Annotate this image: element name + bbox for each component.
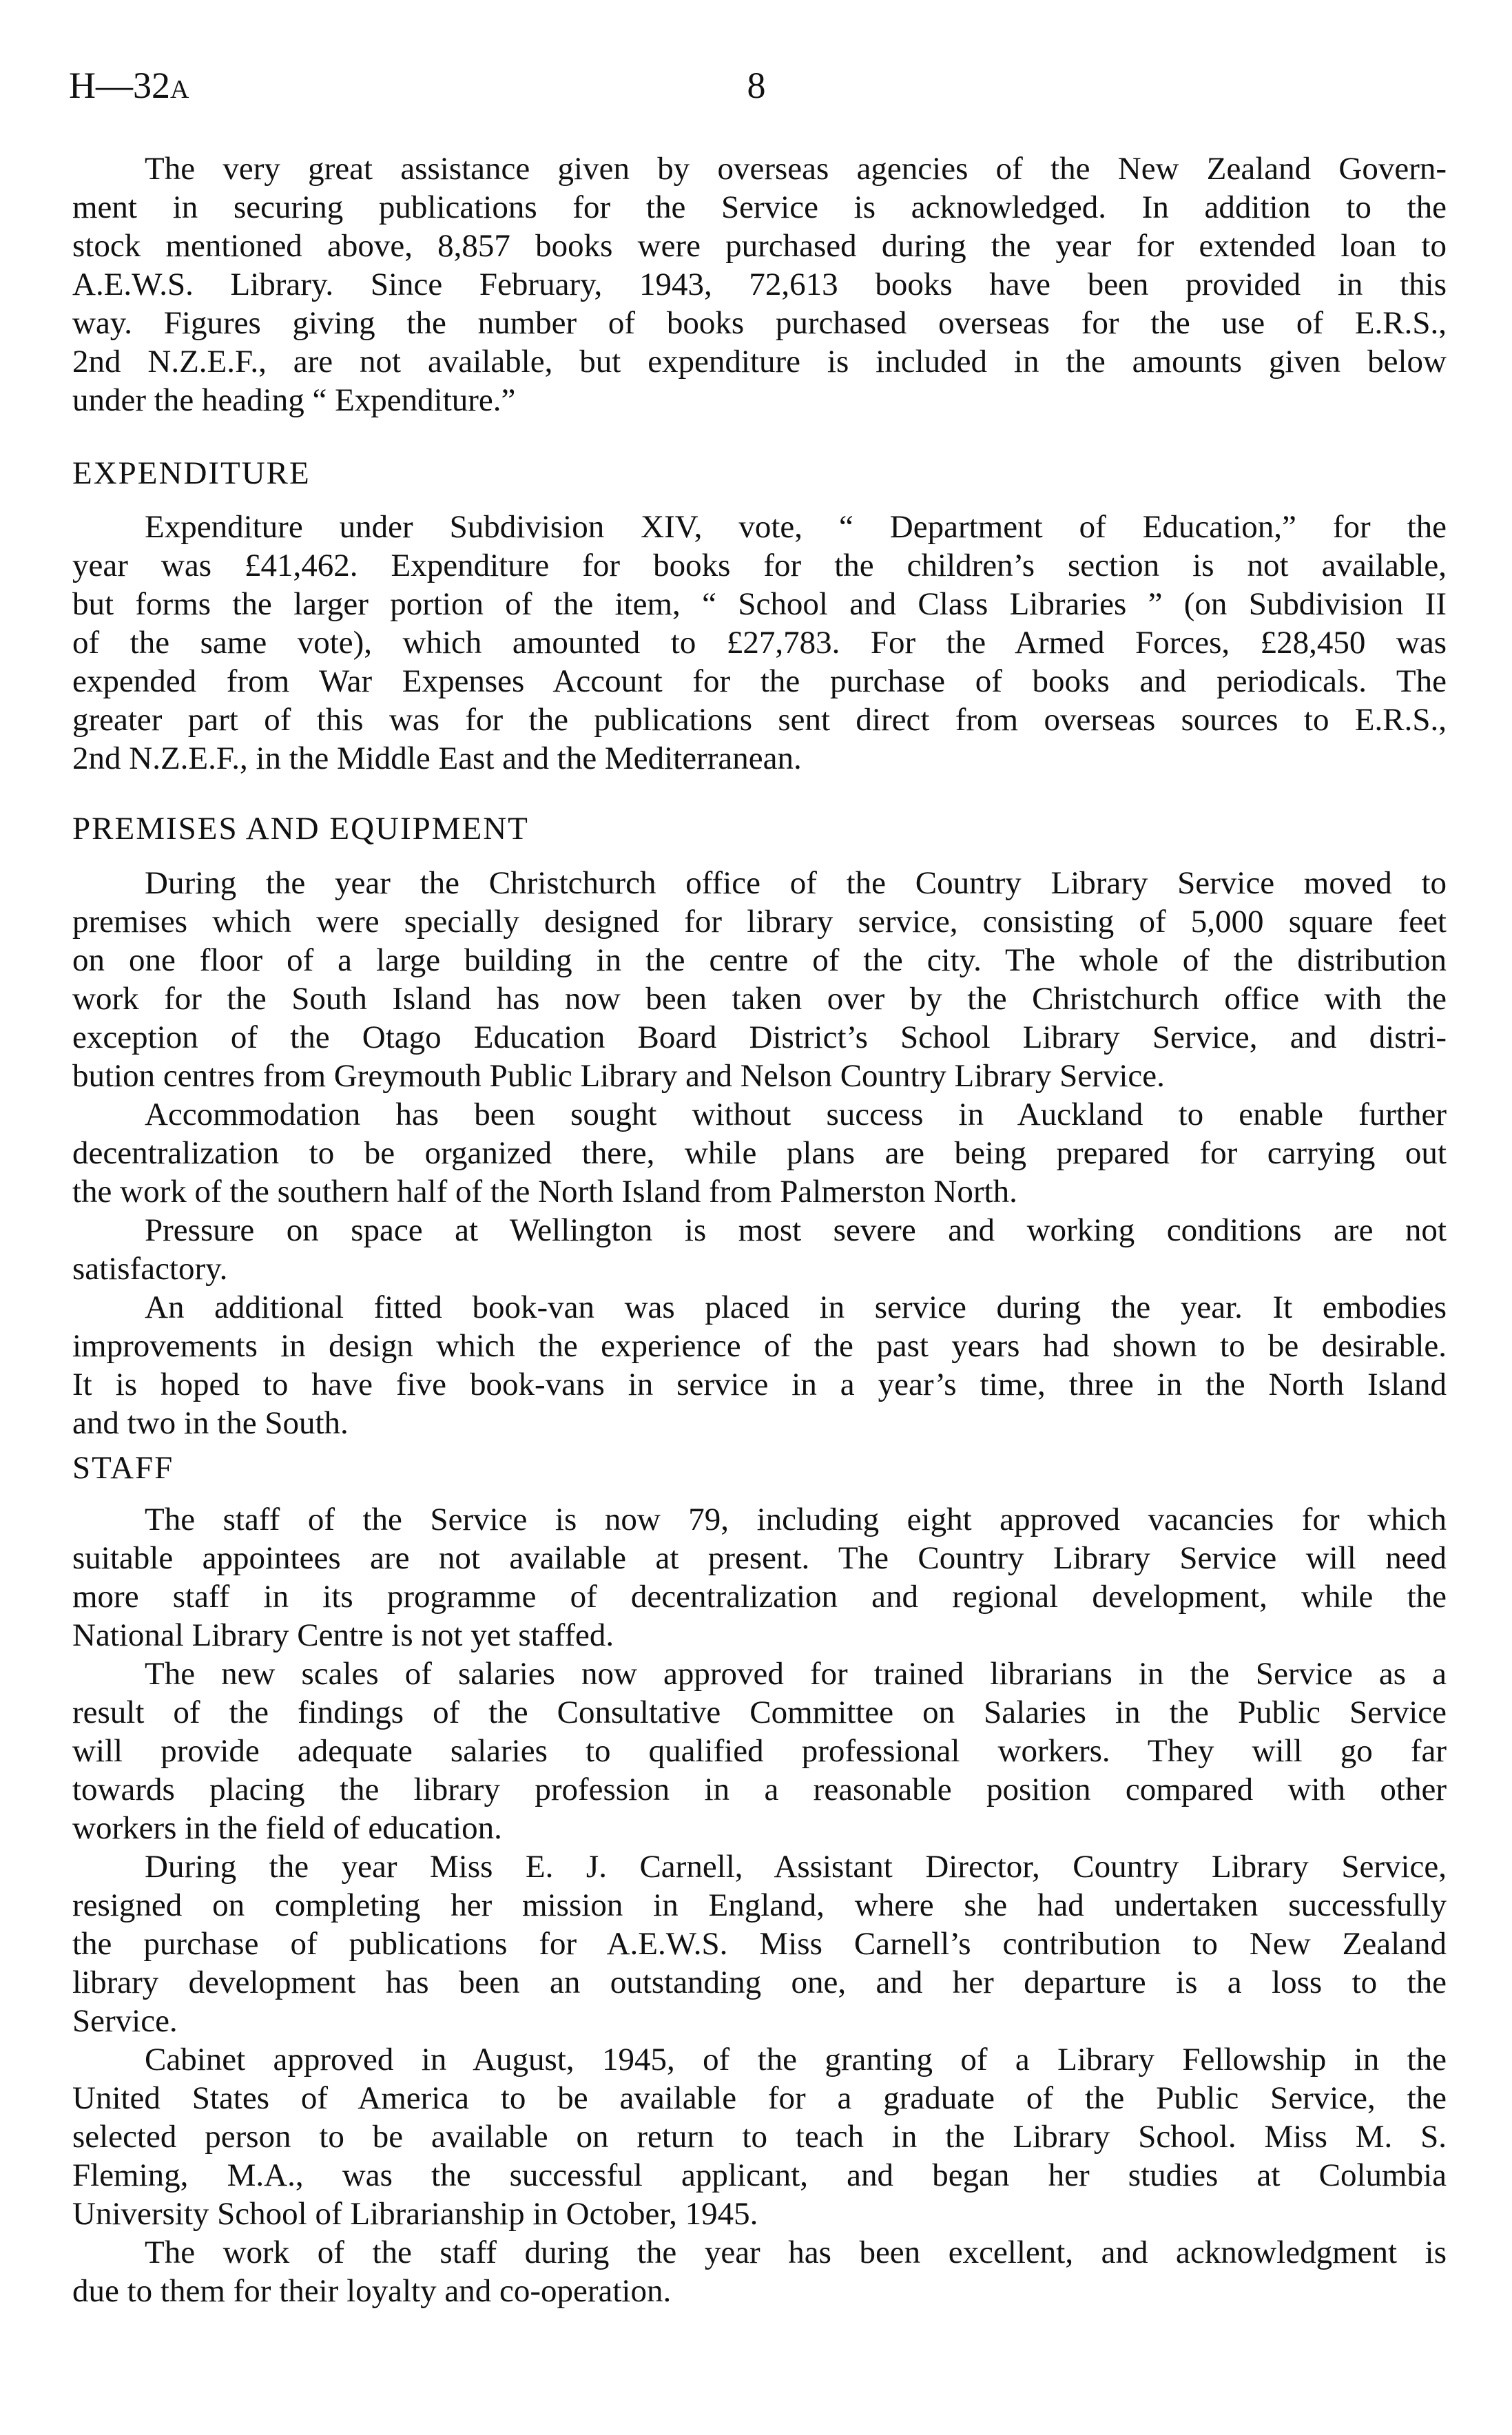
text-line: workers in the field of education. (72, 1810, 502, 1846)
paragraph (72, 149, 1447, 419)
paragraph (72, 2233, 1447, 2310)
section (72, 149, 1447, 419)
text-line: more staff in its programme of decentralization and regional development, while the (72, 1579, 1447, 1615)
text-line: and two in the South. (72, 1405, 349, 1441)
text-line: on one floor of a large building in the centre of the city. The whole of the distribution (72, 942, 1447, 978)
text-line: selected person to be available on return to teach in the Library School. Miss M. S. (72, 2119, 1447, 2155)
text-line: year was £41,462. Expenditure for books for the children’s section is not available, (72, 548, 1447, 583)
text-line: satisfactory. (72, 1251, 228, 1287)
paragraph (72, 1500, 1447, 1655)
text-line: the purchase of publications for A.E.W.S. Miss Carnell’s contribution to New Zealand (72, 1926, 1447, 1962)
text-line: improvements in design which the experience of the past years had shown to be desirable. (72, 1328, 1447, 1364)
document-code-main: H—32 (69, 65, 170, 106)
text-line: Fleming, M.A., was the successful applicant, and began her studies at Columbia (72, 2157, 1447, 2193)
paragraph (72, 1095, 1447, 1211)
text-line: exception of the Otago Education Board District’s School Library Service, and distri- (72, 1019, 1447, 1055)
text-line: result of the findings of the Consultative Committee on Salaries in the Public Service (72, 1695, 1447, 1730)
text-line: suitable appointees are not available at present. The Country Library Service will need (72, 1540, 1447, 1576)
text-line: due to them for their loyalty and co-operation. (72, 2273, 672, 2309)
document-code-suffix: A (170, 75, 189, 104)
text-line: The work of the staff during the year has been excellent, and acknowledgment is (145, 2235, 1447, 2270)
text-line: The new scales of salaries now approved for trained librarians in the Service as a (145, 1656, 1447, 1692)
paragraph (72, 864, 1447, 1095)
text-line: An additional fitted book-van was placed in service during the year. It embodies (145, 1289, 1447, 1325)
text-line: United States of America to be available for a graduate of the Public Service, the (72, 2080, 1447, 2116)
document-body (72, 149, 1447, 2310)
text-line: The very great assistance given by overseas agencies of the New Zealand Govern- (145, 151, 1447, 187)
text-line: It is hoped to have five book-vans in service in a year’s time, three in the North Island (72, 1367, 1447, 1402)
text-line: the work of the southern half of the North Island from Palmerston North. (72, 1174, 1017, 1210)
section (72, 454, 1447, 778)
text-line: Cabinet approved in August, 1945, of the granting of a Library Fellowship in the (145, 2042, 1447, 2077)
text-line: towards placing the library profession in a reasonable position compared with other (72, 1772, 1447, 1807)
text-line: way. Figures giving the number of books purchased overseas for the use of E.R.S., (72, 305, 1447, 341)
paragraph (72, 508, 1447, 778)
text-line: of the same vote), which amounted to £27,783. For the Armed Forces, £28,450 was (72, 625, 1447, 661)
text-line: The staff of the Service is now 79, including eight approved vacancies for which (145, 1502, 1447, 1537)
section (72, 1449, 1447, 2310)
paragraph (72, 1288, 1447, 1442)
text-line: expended from War Expenses Account for the purchase of books and periodicals. The (72, 663, 1447, 699)
text-line: under the heading “ Expenditure.” (72, 382, 516, 418)
text-line: National Library Centre is not yet staffed. (72, 1617, 614, 1653)
document-code (69, 63, 189, 112)
text-line: During the year Miss E. J. Carnell, Assistant Director, Country Library Service, (145, 1849, 1447, 1885)
section-heading: EXPENDITURE (72, 455, 311, 491)
page-number: 8 (747, 65, 766, 106)
text-line: greater part of this was for the publications sent direct from overseas sources to E.R.S., (72, 702, 1447, 738)
paragraph (72, 1655, 1447, 1847)
text-line: decentralization to be organized there, while plans are being prepared for carrying out (72, 1135, 1447, 1171)
section-heading: PREMISES AND EQUIPMENT (72, 811, 529, 847)
text-line: stock mentioned above, 8,857 books were purchased during the year for extended loan to (72, 228, 1447, 264)
text-line: During the year the Christchurch office of the Country Library Service moved to (145, 865, 1447, 901)
text-line: ment in securing publications for the Service is acknowledged. In addition to the (72, 189, 1447, 225)
text-line: Accommodation has been sought without success in Auckland to enable further (145, 1097, 1447, 1132)
text-line: bution centres from Greymouth Public Library and Nelson Country Library Service. (72, 1058, 1165, 1094)
text-line: University School of Librarianship in October, 1945. (72, 2196, 758, 2232)
text-line: Expenditure under Subdivision XIV, vote, “ Department of Education,” for the (145, 509, 1447, 545)
text-line: premises which were specially designed for library service, consisting of 5,000 square feet (72, 904, 1447, 940)
paragraph (72, 1211, 1447, 1288)
text-line: resigned on completing her mission in England, where she had undertaken successfully (72, 1887, 1447, 1923)
section-heading: STAFF (72, 1450, 174, 1486)
text-line: work for the South Island has now been taken over by the Christchurch office with the (72, 981, 1447, 1017)
paragraph (72, 1847, 1447, 2040)
text-line: A.E.W.S. Library. Since February, 1943, 72,613 books have been provided in this (72, 267, 1447, 302)
text-line: 2nd N.Z.E.F., are not available, but expenditure is included in the amounts given below (72, 344, 1447, 380)
text-line: library development has been an outstanding one, and her departure is a loss to the (72, 1965, 1447, 2000)
text-line: 2nd N.Z.E.F., in the Middle East and the Mediterranean. (72, 740, 802, 776)
text-line: Service. (72, 2003, 178, 2039)
text-line: Pressure on space at Wellington is most severe and working conditions are not (145, 1212, 1447, 1248)
text-line: will provide adequate salaries to qualified professional workers. They will go far (72, 1733, 1447, 1769)
section (72, 809, 1447, 1442)
paragraph (72, 2040, 1447, 2233)
text-line: but forms the larger portion of the item, “ School and Class Libraries ” (on Subdivision II (72, 586, 1447, 622)
